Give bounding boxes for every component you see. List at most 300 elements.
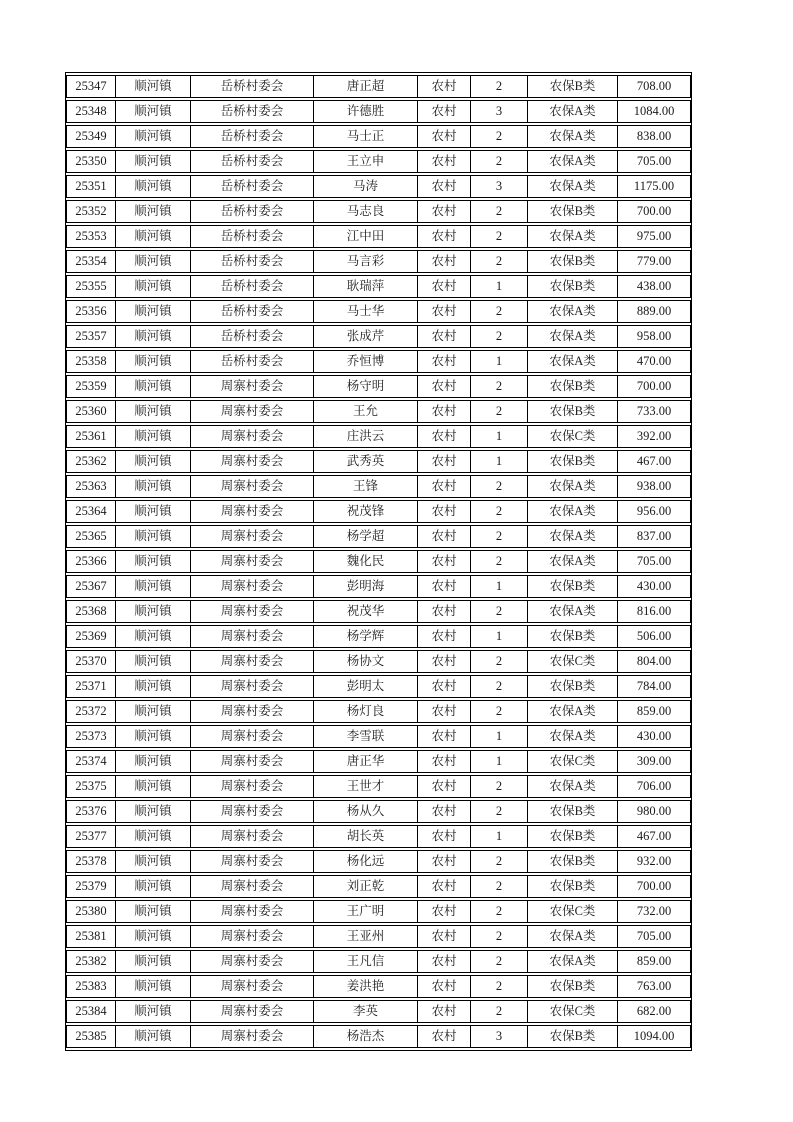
town-cell: 顺河镇 (116, 225, 191, 248)
residence-type-cell: 农村 (418, 825, 471, 848)
residence-type-cell: 农村 (418, 700, 471, 723)
amount-cell: 470.00 (618, 350, 691, 373)
residence-type-cell: 农村 (418, 775, 471, 798)
village-committee-cell: 周寨村委会 (191, 625, 314, 648)
residence-type-cell: 农村 (418, 175, 471, 198)
person-count-cell: 1 (471, 275, 528, 298)
table-row (66, 300, 691, 323)
residence-type-cell: 农村 (418, 575, 471, 598)
insurance-category-cell: 农保B类 (528, 975, 618, 998)
amount-cell: 392.00 (618, 425, 691, 448)
insurance-category-cell: 农保A类 (528, 125, 618, 148)
residence-type-cell: 农村 (418, 625, 471, 648)
town-cell: 顺河镇 (116, 350, 191, 373)
person-name-cell: 许德胜 (314, 100, 418, 123)
person-name-cell: 武秀英 (314, 450, 418, 473)
town-cell: 顺河镇 (116, 150, 191, 173)
town-cell: 顺河镇 (116, 900, 191, 923)
person-count-cell: 2 (471, 125, 528, 148)
village-committee-cell: 岳桥村委会 (191, 75, 314, 98)
person-count-cell: 2 (471, 850, 528, 873)
person-count-cell: 2 (471, 400, 528, 423)
village-committee-cell: 岳桥村委会 (191, 325, 314, 348)
residence-type-cell: 农村 (418, 300, 471, 323)
town-cell: 顺河镇 (116, 550, 191, 573)
person-name-cell: 王允 (314, 400, 418, 423)
person-name-cell: 马士正 (314, 125, 418, 148)
residence-type-cell: 农村 (418, 725, 471, 748)
village-committee-cell: 周寨村委会 (191, 450, 314, 473)
village-committee-cell: 岳桥村委会 (191, 275, 314, 298)
residence-type-cell: 农村 (418, 600, 471, 623)
amount-cell: 708.00 (618, 75, 691, 98)
amount-cell: 732.00 (618, 900, 691, 923)
town-cell: 顺河镇 (116, 200, 191, 223)
insurance-category-cell: 农保C类 (528, 750, 618, 773)
table-row (66, 200, 691, 223)
record-id-cell: 25357 (66, 325, 116, 348)
village-committee-cell: 周寨村委会 (191, 1000, 314, 1023)
village-committee-cell: 岳桥村委会 (191, 200, 314, 223)
village-committee-cell: 周寨村委会 (191, 650, 314, 673)
amount-cell: 763.00 (618, 975, 691, 998)
village-committee-cell: 周寨村委会 (191, 975, 314, 998)
village-committee-cell: 周寨村委会 (191, 700, 314, 723)
record-id-cell: 25356 (66, 300, 116, 323)
person-name-cell: 马涛 (314, 175, 418, 198)
record-id-cell: 25370 (66, 650, 116, 673)
table-row (66, 75, 691, 98)
village-committee-cell: 岳桥村委会 (191, 350, 314, 373)
amount-cell: 309.00 (618, 750, 691, 773)
insurance-category-cell: 农保B类 (528, 800, 618, 823)
village-committee-cell: 周寨村委会 (191, 875, 314, 898)
town-cell: 顺河镇 (116, 1000, 191, 1023)
person-count-cell: 2 (471, 600, 528, 623)
insurance-category-cell: 农保B类 (528, 575, 618, 598)
record-id-cell: 25351 (66, 175, 116, 198)
amount-cell: 706.00 (618, 775, 691, 798)
person-count-cell: 1 (471, 825, 528, 848)
residence-type-cell: 农村 (418, 375, 471, 398)
insurance-category-cell: 农保A类 (528, 775, 618, 798)
insurance-category-cell: 农保B类 (528, 375, 618, 398)
village-committee-cell: 周寨村委会 (191, 375, 314, 398)
record-id-cell: 25385 (66, 1025, 116, 1048)
town-cell: 顺河镇 (116, 625, 191, 648)
insurance-category-cell: 农保C类 (528, 425, 618, 448)
person-count-cell: 1 (471, 425, 528, 448)
table-row (66, 175, 691, 198)
insurance-category-cell: 农保A类 (528, 225, 618, 248)
amount-cell: 467.00 (618, 450, 691, 473)
person-count-cell: 2 (471, 300, 528, 323)
village-committee-cell: 岳桥村委会 (191, 175, 314, 198)
table-row (66, 375, 691, 398)
insurance-category-cell: 农保A类 (528, 150, 618, 173)
records-table-body (66, 75, 691, 1048)
residence-type-cell: 农村 (418, 325, 471, 348)
village-committee-cell: 岳桥村委会 (191, 250, 314, 273)
person-name-cell: 杨守明 (314, 375, 418, 398)
person-name-cell: 马言彩 (314, 250, 418, 273)
person-count-cell: 3 (471, 100, 528, 123)
residence-type-cell: 农村 (418, 850, 471, 873)
table-row (66, 125, 691, 148)
amount-cell: 804.00 (618, 650, 691, 673)
amount-cell: 467.00 (618, 825, 691, 848)
person-name-cell: 庄洪云 (314, 425, 418, 448)
residence-type-cell: 农村 (418, 525, 471, 548)
table-row (66, 850, 691, 873)
person-name-cell: 王锋 (314, 475, 418, 498)
town-cell: 顺河镇 (116, 850, 191, 873)
village-committee-cell: 周寨村委会 (191, 500, 314, 523)
person-name-cell: 姜洪艳 (314, 975, 418, 998)
amount-cell: 733.00 (618, 400, 691, 423)
record-id-cell: 25361 (66, 425, 116, 448)
village-committee-cell: 周寨村委会 (191, 425, 314, 448)
record-id-cell: 25367 (66, 575, 116, 598)
residence-type-cell: 农村 (418, 975, 471, 998)
record-id-cell: 25354 (66, 250, 116, 273)
insurance-category-cell: 农保A类 (528, 925, 618, 948)
residence-type-cell: 农村 (418, 1000, 471, 1023)
record-id-cell: 25364 (66, 500, 116, 523)
residence-type-cell: 农村 (418, 425, 471, 448)
village-committee-cell: 周寨村委会 (191, 825, 314, 848)
person-count-cell: 2 (471, 875, 528, 898)
village-committee-cell: 岳桥村委会 (191, 100, 314, 123)
residence-type-cell: 农村 (418, 875, 471, 898)
insurance-category-cell: 农保A类 (528, 325, 618, 348)
person-name-cell: 杨学超 (314, 525, 418, 548)
records-table (65, 72, 692, 1051)
residence-type-cell: 农村 (418, 500, 471, 523)
residence-type-cell: 农村 (418, 225, 471, 248)
table-row (66, 600, 691, 623)
town-cell: 顺河镇 (116, 650, 191, 673)
table-row (66, 425, 691, 448)
person-count-cell: 2 (471, 500, 528, 523)
table-row (66, 825, 691, 848)
person-count-cell: 2 (471, 650, 528, 673)
person-count-cell: 1 (471, 575, 528, 598)
insurance-category-cell: 农保B类 (528, 200, 618, 223)
record-id-cell: 25347 (66, 75, 116, 98)
town-cell: 顺河镇 (116, 925, 191, 948)
insurance-category-cell: 农保A类 (528, 175, 618, 198)
person-count-cell: 3 (471, 175, 528, 198)
person-name-cell: 杨灯良 (314, 700, 418, 723)
person-count-cell: 2 (471, 900, 528, 923)
record-id-cell: 25352 (66, 200, 116, 223)
person-name-cell: 杨化远 (314, 850, 418, 873)
insurance-category-cell: 农保B类 (528, 250, 618, 273)
person-count-cell: 2 (471, 250, 528, 273)
town-cell: 顺河镇 (116, 175, 191, 198)
town-cell: 顺河镇 (116, 300, 191, 323)
town-cell: 顺河镇 (116, 325, 191, 348)
town-cell: 顺河镇 (116, 675, 191, 698)
record-id-cell: 25368 (66, 600, 116, 623)
person-name-cell: 李雪联 (314, 725, 418, 748)
amount-cell: 430.00 (618, 575, 691, 598)
residence-type-cell: 农村 (418, 450, 471, 473)
insurance-category-cell: 农保B类 (528, 850, 618, 873)
amount-cell: 859.00 (618, 950, 691, 973)
town-cell: 顺河镇 (116, 800, 191, 823)
person-count-cell: 2 (471, 775, 528, 798)
person-name-cell: 杨协文 (314, 650, 418, 673)
village-committee-cell: 岳桥村委会 (191, 225, 314, 248)
insurance-category-cell: 农保B类 (528, 400, 618, 423)
town-cell: 顺河镇 (116, 425, 191, 448)
person-name-cell: 江中田 (314, 225, 418, 248)
town-cell: 顺河镇 (116, 725, 191, 748)
person-name-cell: 王亚州 (314, 925, 418, 948)
insurance-category-cell: 农保C类 (528, 650, 618, 673)
person-count-cell: 2 (471, 150, 528, 173)
table-row (66, 625, 691, 648)
amount-cell: 779.00 (618, 250, 691, 273)
amount-cell: 506.00 (618, 625, 691, 648)
person-count-cell: 2 (471, 200, 528, 223)
insurance-category-cell: 农保A类 (528, 350, 618, 373)
village-committee-cell: 周寨村委会 (191, 775, 314, 798)
amount-cell: 705.00 (618, 150, 691, 173)
person-count-cell: 2 (471, 325, 528, 348)
amount-cell: 859.00 (618, 700, 691, 723)
residence-type-cell: 农村 (418, 275, 471, 298)
amount-cell: 1084.00 (618, 100, 691, 123)
person-name-cell: 杨学辉 (314, 625, 418, 648)
record-id-cell: 25358 (66, 350, 116, 373)
record-id-cell: 25362 (66, 450, 116, 473)
person-name-cell: 杨从久 (314, 800, 418, 823)
village-committee-cell: 周寨村委会 (191, 600, 314, 623)
residence-type-cell: 农村 (418, 900, 471, 923)
person-name-cell: 王立申 (314, 150, 418, 173)
table-row (66, 675, 691, 698)
table-row (66, 925, 691, 948)
person-name-cell: 祝茂锋 (314, 500, 418, 523)
record-id-cell: 25360 (66, 400, 116, 423)
table-row (66, 1025, 691, 1048)
record-id-cell: 25363 (66, 475, 116, 498)
record-id-cell: 25378 (66, 850, 116, 873)
record-id-cell: 25379 (66, 875, 116, 898)
record-id-cell: 25366 (66, 550, 116, 573)
table-row (66, 350, 691, 373)
town-cell: 顺河镇 (116, 125, 191, 148)
record-id-cell: 25365 (66, 525, 116, 548)
residence-type-cell: 农村 (418, 750, 471, 773)
record-id-cell: 25353 (66, 225, 116, 248)
table-row (66, 950, 691, 973)
town-cell: 顺河镇 (116, 975, 191, 998)
town-cell: 顺河镇 (116, 475, 191, 498)
town-cell: 顺河镇 (116, 400, 191, 423)
amount-cell: 889.00 (618, 300, 691, 323)
residence-type-cell: 农村 (418, 125, 471, 148)
amount-cell: 700.00 (618, 875, 691, 898)
insurance-category-cell: 农保A类 (528, 600, 618, 623)
town-cell: 顺河镇 (116, 450, 191, 473)
record-id-cell: 25359 (66, 375, 116, 398)
person-name-cell: 李英 (314, 1000, 418, 1023)
amount-cell: 838.00 (618, 125, 691, 148)
residence-type-cell: 农村 (418, 650, 471, 673)
insurance-category-cell: 农保A类 (528, 500, 618, 523)
person-count-cell: 1 (471, 725, 528, 748)
amount-cell: 700.00 (618, 375, 691, 398)
village-committee-cell: 周寨村委会 (191, 1025, 314, 1048)
record-id-cell: 25371 (66, 675, 116, 698)
person-count-cell: 2 (471, 975, 528, 998)
record-id-cell: 25349 (66, 125, 116, 148)
table-row (66, 650, 691, 673)
person-name-cell: 彭明太 (314, 675, 418, 698)
village-committee-cell: 周寨村委会 (191, 475, 314, 498)
person-count-cell: 2 (471, 475, 528, 498)
village-committee-cell: 周寨村委会 (191, 525, 314, 548)
town-cell: 顺河镇 (116, 75, 191, 98)
amount-cell: 958.00 (618, 325, 691, 348)
town-cell: 顺河镇 (116, 100, 191, 123)
table-row (66, 775, 691, 798)
person-name-cell: 马士华 (314, 300, 418, 323)
person-count-cell: 1 (471, 625, 528, 648)
village-committee-cell: 周寨村委会 (191, 950, 314, 973)
record-id-cell: 25350 (66, 150, 116, 173)
person-name-cell: 胡长英 (314, 825, 418, 848)
town-cell: 顺河镇 (116, 950, 191, 973)
village-committee-cell: 周寨村委会 (191, 800, 314, 823)
town-cell: 顺河镇 (116, 250, 191, 273)
person-count-cell: 2 (471, 700, 528, 723)
person-name-cell: 王广明 (314, 900, 418, 923)
town-cell: 顺河镇 (116, 575, 191, 598)
person-count-cell: 2 (471, 375, 528, 398)
record-id-cell: 25380 (66, 900, 116, 923)
village-committee-cell: 周寨村委会 (191, 750, 314, 773)
person-count-cell: 1 (471, 450, 528, 473)
village-committee-cell: 周寨村委会 (191, 725, 314, 748)
village-committee-cell: 周寨村委会 (191, 575, 314, 598)
amount-cell: 956.00 (618, 500, 691, 523)
residence-type-cell: 农村 (418, 475, 471, 498)
record-id-cell: 25376 (66, 800, 116, 823)
village-committee-cell: 周寨村委会 (191, 400, 314, 423)
amount-cell: 1175.00 (618, 175, 691, 198)
insurance-category-cell: 农保B类 (528, 875, 618, 898)
amount-cell: 816.00 (618, 600, 691, 623)
table-row (66, 225, 691, 248)
amount-cell: 705.00 (618, 925, 691, 948)
insurance-category-cell: 农保A类 (528, 725, 618, 748)
town-cell: 顺河镇 (116, 375, 191, 398)
amount-cell: 938.00 (618, 475, 691, 498)
village-committee-cell: 岳桥村委会 (191, 300, 314, 323)
record-id-cell: 25383 (66, 975, 116, 998)
table-row (66, 525, 691, 548)
person-name-cell: 唐正华 (314, 750, 418, 773)
record-id-cell: 25377 (66, 825, 116, 848)
insurance-category-cell: 农保C类 (528, 1000, 618, 1023)
person-name-cell: 刘正乾 (314, 875, 418, 898)
table-row (66, 900, 691, 923)
person-count-cell: 2 (471, 950, 528, 973)
table-row (66, 550, 691, 573)
table-row (66, 500, 691, 523)
record-id-cell: 25375 (66, 775, 116, 798)
table-row (66, 400, 691, 423)
residence-type-cell: 农村 (418, 1025, 471, 1048)
person-count-cell: 2 (471, 225, 528, 248)
person-name-cell: 乔恒博 (314, 350, 418, 373)
table-row (66, 475, 691, 498)
residence-type-cell: 农村 (418, 800, 471, 823)
insurance-category-cell: 农保A类 (528, 300, 618, 323)
person-name-cell: 祝茂华 (314, 600, 418, 623)
amount-cell: 700.00 (618, 200, 691, 223)
table-row (66, 1000, 691, 1023)
residence-type-cell: 农村 (418, 75, 471, 98)
table-row (66, 975, 691, 998)
town-cell: 顺河镇 (116, 600, 191, 623)
person-count-cell: 2 (471, 925, 528, 948)
person-count-cell: 2 (471, 675, 528, 698)
record-id-cell: 25382 (66, 950, 116, 973)
insurance-category-cell: 农保B类 (528, 450, 618, 473)
person-name-cell: 王凡信 (314, 950, 418, 973)
table-row (66, 875, 691, 898)
table-row (66, 150, 691, 173)
amount-cell: 837.00 (618, 525, 691, 548)
amount-cell: 784.00 (618, 675, 691, 698)
table-row (66, 725, 691, 748)
person-count-cell: 1 (471, 750, 528, 773)
town-cell: 顺河镇 (116, 275, 191, 298)
insurance-category-cell: 农保B类 (528, 275, 618, 298)
insurance-category-cell: 农保A类 (528, 525, 618, 548)
table-row (66, 325, 691, 348)
insurance-category-cell: 农保B类 (528, 825, 618, 848)
table-row (66, 100, 691, 123)
amount-cell: 975.00 (618, 225, 691, 248)
record-id-cell: 25372 (66, 700, 116, 723)
insurance-category-cell: 农保A类 (528, 700, 618, 723)
person-name-cell: 王世才 (314, 775, 418, 798)
person-count-cell: 2 (471, 525, 528, 548)
town-cell: 顺河镇 (116, 1025, 191, 1048)
person-name-cell: 唐正超 (314, 75, 418, 98)
amount-cell: 438.00 (618, 275, 691, 298)
insurance-category-cell: 农保A类 (528, 550, 618, 573)
person-count-cell: 2 (471, 550, 528, 573)
person-name-cell: 杨浩杰 (314, 1025, 418, 1048)
amount-cell: 430.00 (618, 725, 691, 748)
insurance-category-cell: 农保A类 (528, 475, 618, 498)
residence-type-cell: 农村 (418, 550, 471, 573)
table-row (66, 700, 691, 723)
person-name-cell: 马志良 (314, 200, 418, 223)
amount-cell: 705.00 (618, 550, 691, 573)
table-row (66, 275, 691, 298)
person-name-cell: 魏化民 (314, 550, 418, 573)
record-id-cell: 25369 (66, 625, 116, 648)
